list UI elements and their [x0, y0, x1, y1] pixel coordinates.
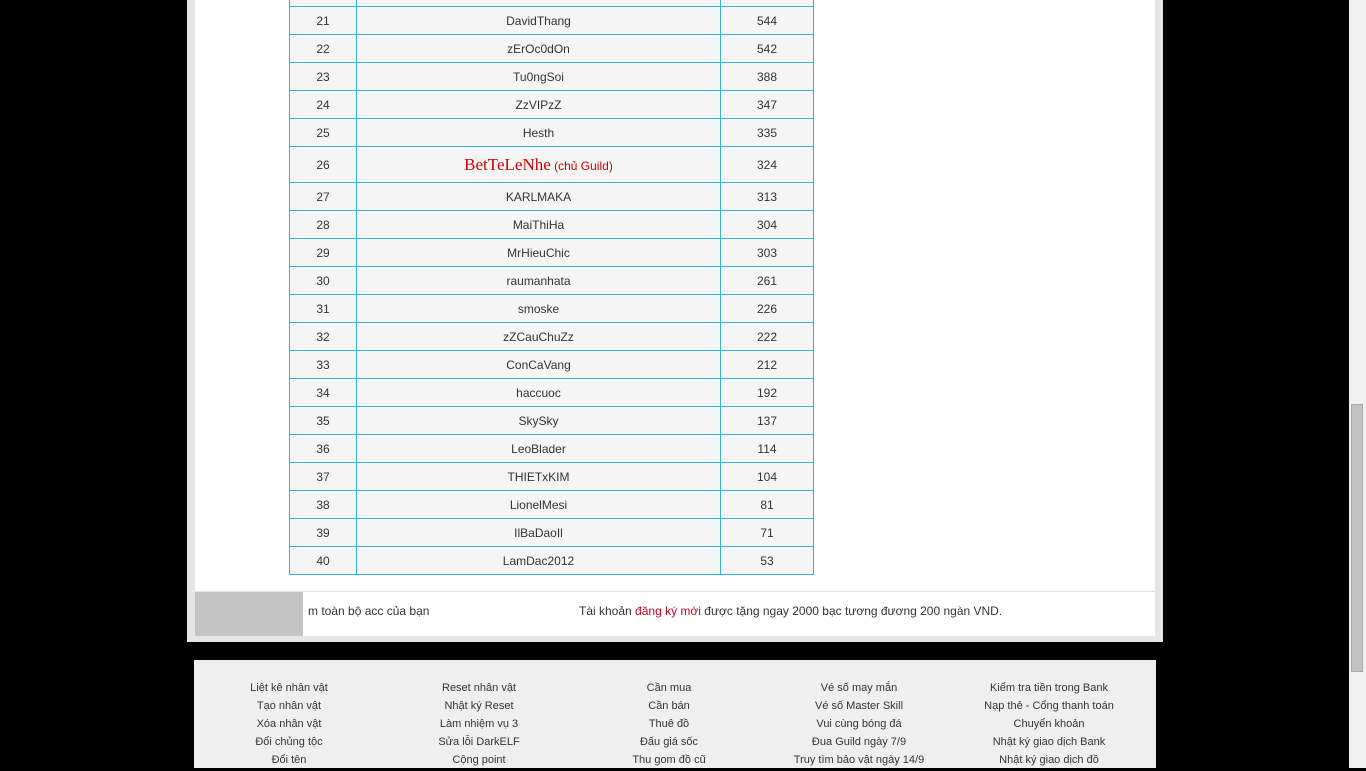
page-scrollbar[interactable]: [1349, 0, 1366, 768]
rank-cell: 23: [290, 63, 357, 91]
score-cell: 542: [721, 35, 814, 63]
name-cell: Tu0ngSoi: [357, 63, 721, 91]
rank-cell: 34: [290, 379, 357, 407]
footer-link[interactable]: Đua Guild ngày 7/9: [811, 736, 907, 748]
guild-master-name: BetTeLeNhe: [464, 154, 551, 174]
rank-cell: 39: [290, 519, 357, 547]
footer-link[interactable]: Truy tìm bảo vật ngày 14/9: [793, 754, 925, 766]
score-cell: 347: [721, 91, 814, 119]
rank-cell: 26: [290, 147, 357, 183]
guild-master-tag: (chủ Guild): [554, 158, 613, 173]
footer-link[interactable]: Xóa nhân vật: [256, 718, 322, 730]
announcement-text-1: m toàn bộ acc của bạn: [308, 604, 430, 618]
footer-column-events: [764, 681, 954, 771]
table-row: [290, 239, 814, 267]
footer-link[interactable]: Đấu giá sốc: [639, 736, 699, 748]
name-cell: IlBaDaoIl: [357, 519, 721, 547]
score-cell: 71: [721, 519, 814, 547]
name-cell: raumanhata: [357, 267, 721, 295]
footer-link[interactable]: Nhật ký giao dịch Bank: [992, 736, 1106, 748]
table-row: [290, 119, 814, 147]
rank-cell: 31: [290, 295, 357, 323]
footer-link[interactable]: Nhật ký giao dịch đồ: [999, 754, 1099, 766]
rank-cell: 40: [290, 547, 357, 575]
score-cell: 81: [721, 491, 814, 519]
scrollbar-thumb[interactable]: [1351, 404, 1363, 672]
footer-column-reset: [384, 681, 574, 771]
name-cell: SkySky: [357, 407, 721, 435]
score-cell: 192: [721, 379, 814, 407]
footer-link[interactable]: Vui cùng bóng đá: [816, 718, 902, 730]
rank-cell: 38: [290, 491, 357, 519]
name-cell: zZCauChuZz: [357, 323, 721, 351]
ranking-table-body: [290, 0, 814, 575]
table-row: [290, 547, 814, 575]
score-cell: 114: [721, 435, 814, 463]
table-row: [290, 267, 814, 295]
rank-cell: 36: [290, 435, 357, 463]
content-panel: [187, 0, 1163, 642]
announcement-text-2-prefix: Tài khoản: [579, 604, 636, 618]
score-cell: 226: [721, 295, 814, 323]
name-cell: LamDac2012: [357, 547, 721, 575]
table-row: [290, 7, 814, 35]
score-cell: 304: [721, 211, 814, 239]
rank-cell: 25: [290, 119, 357, 147]
score-cell: 53: [721, 547, 814, 575]
rank-cell: 24: [290, 91, 357, 119]
footer-link[interactable]: Cần mua: [646, 682, 692, 694]
rank-cell: 32: [290, 323, 357, 351]
footer-link[interactable]: Chuyển khoản: [1013, 718, 1085, 730]
footer-link[interactable]: Cộng point: [452, 754, 506, 766]
name-cell: DavidThang: [357, 7, 721, 35]
score-cell: 324: [721, 147, 814, 183]
table-row: [290, 323, 814, 351]
name-cell: THIETxKIM: [357, 463, 721, 491]
table-row: [290, 435, 814, 463]
footer-link[interactable]: Liệt kê nhân vật: [250, 682, 328, 694]
name-cell: zErOc0dOn: [357, 35, 721, 63]
rank-cell: 30: [290, 267, 357, 295]
ranking-table: [289, 0, 814, 575]
name-cell: KARLMAKA: [357, 183, 721, 211]
name-cell: Hesth: [357, 119, 721, 147]
footer-link[interactable]: Tạo nhân vật: [256, 700, 322, 712]
announcement-text-2-suffix: được tặng ngay 2000 bạc tương đương 200 ngàn VND.: [700, 604, 1003, 618]
footer-menu: [194, 660, 1156, 768]
rank-cell: 28: [290, 211, 357, 239]
footer-link[interactable]: Sửa lỗi DarkELF: [438, 736, 520, 748]
footer-link[interactable]: Thu gom đồ cũ: [632, 754, 706, 766]
footer-link[interactable]: Cần bán: [648, 700, 690, 712]
table-row: [290, 519, 814, 547]
table-row: [290, 63, 814, 91]
name-cell: LionelMesi: [357, 491, 721, 519]
score-cell: 222: [721, 323, 814, 351]
rank-cell: 22: [290, 35, 357, 63]
name-cell: smoske: [357, 295, 721, 323]
table-row: [290, 295, 814, 323]
score-cell: 335: [721, 119, 814, 147]
name-cell: MrHieuChic: [357, 239, 721, 267]
table-row: [290, 379, 814, 407]
rank-cell: 37: [290, 463, 357, 491]
footer-link[interactable]: Nhật ký Reset: [444, 700, 514, 712]
table-row: [290, 35, 814, 63]
register-link[interactable]: đăng ký mới: [635, 604, 701, 618]
rank-cell: 29: [290, 239, 357, 267]
name-cell: ConCaVang: [357, 351, 721, 379]
table-row: [290, 463, 814, 491]
content-area: [195, 0, 1155, 636]
footer-link[interactable]: Vé số may mắn: [820, 682, 898, 694]
name-cell: haccuoc: [357, 379, 721, 407]
rank-cell: 21: [290, 7, 357, 35]
score-cell: 388: [721, 63, 814, 91]
footer-link[interactable]: Làm nhiệm vụ 3: [439, 718, 519, 730]
footer-column-character: [194, 681, 384, 771]
footer-link[interactable]: Kiểm tra tiền trong Bank: [989, 682, 1108, 694]
footer-link[interactable]: Reset nhân vật: [442, 682, 516, 694]
score-cell: 137: [721, 407, 814, 435]
table-row: [290, 407, 814, 435]
score-cell: 303: [721, 239, 814, 267]
name-cell: LeoBlader: [357, 435, 721, 463]
score-cell: 313: [721, 183, 814, 211]
announcement-bar: [195, 591, 1155, 635]
footer-link[interactable]: Vé số Master Skill: [814, 700, 904, 712]
table-row: [290, 183, 814, 211]
footer-column-bank: [954, 681, 1144, 771]
table-row: [290, 351, 814, 379]
footer-link[interactable]: Nạp thẻ - Cổng thanh toán: [984, 700, 1114, 712]
rank-cell: 27: [290, 183, 357, 211]
footer-link[interactable]: Đổi chủng tộc: [255, 736, 323, 748]
table-row: [290, 91, 814, 119]
table-row: [290, 211, 814, 239]
name-cell: ZzVIPzZ: [357, 91, 721, 119]
name-cell: MaiThiHa: [357, 211, 721, 239]
rank-cell: 33: [290, 351, 357, 379]
footer-column-market: [574, 681, 764, 771]
announcement-text-2: [579, 604, 1002, 618]
name-cell: [357, 147, 721, 183]
table-row: [290, 491, 814, 519]
score-cell: 104: [721, 463, 814, 491]
footer-link[interactable]: Đổi tên: [271, 754, 307, 766]
rank-cell: 35: [290, 407, 357, 435]
footer-link[interactable]: Thuê đồ: [648, 718, 690, 730]
score-cell: 544: [721, 7, 814, 35]
score-cell: 261: [721, 267, 814, 295]
announcement-label-block: [195, 592, 303, 636]
score-cell: 212: [721, 351, 814, 379]
table-row: [290, 147, 814, 183]
